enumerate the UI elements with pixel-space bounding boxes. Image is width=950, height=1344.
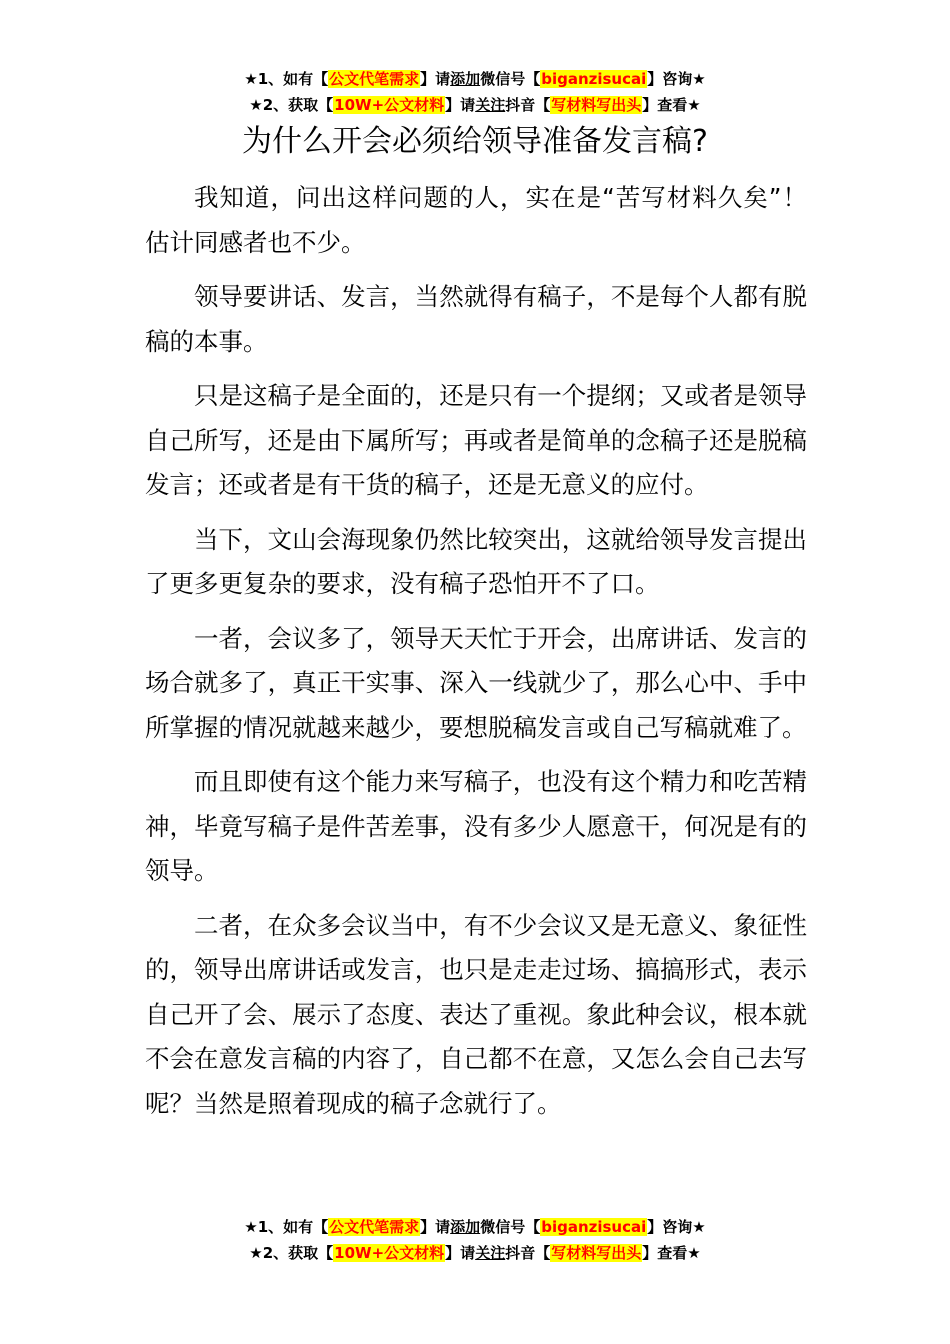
highlight-service: 公文代笔需求 — [329, 1218, 420, 1236]
paragraph: 而且即使有这个能力来写稿子，也没有这个精力和吃苦精神，毕竟写稿子是件苦差事，没有多少人愿意干，何况是有的领导。 — [145, 767, 807, 885]
highlight-douyin-account: 写材料写出头 — [551, 96, 642, 114]
star-icon: ★ — [687, 1244, 701, 1262]
star-icon: ★ — [249, 96, 263, 114]
document-body — [145, 176, 807, 1136]
banner-line-2 — [0, 92, 950, 118]
banner-text: 】咨询 — [647, 1218, 693, 1236]
banner-text: 】查看 — [642, 1244, 688, 1262]
banner-text: 1、如有【 — [257, 70, 329, 88]
document-title: 为什么开会必须给领导准备发言稿? — [242, 124, 708, 159]
paragraph: 一者，会议多了，领导天天忙于开会，出席讲话、发言的场合就多了，真正干实事、深入一线就少了，那么心中、手中所掌握的情况就越来越少，要想脱稿发言或自己写稿就难了。 — [145, 623, 807, 742]
banner-text: 】请 — [420, 70, 451, 88]
banner-text: 微信号【 — [480, 1218, 541, 1236]
banner-text: 1、如有【 — [257, 1218, 329, 1236]
footer-banner — [0, 1214, 950, 1266]
banner-text: 】请 — [420, 1218, 451, 1236]
banner-text: 微信号【 — [480, 70, 541, 88]
banner-text: 抖音【 — [505, 96, 551, 114]
highlight-douyin-account: 写材料写出头 — [551, 1244, 642, 1262]
paragraph: 二者，在众多会议当中，有不少会议又是无意义、象征性的，领导出席讲话或发言，也只是走走过场、搞搞形式，表示自己开了会、展示了态度、表达了重视。象此种会议，根本就不会在意发言稿的内容了，自己都不在意，又怎么会自己去写呢？当然是照着现成的稿子念就行了。 — [145, 910, 807, 1118]
underlined-text: 关注 — [475, 1244, 506, 1262]
underlined-text: 添加 — [450, 70, 481, 88]
banner-text: 】请 — [445, 96, 476, 114]
header-banner — [0, 66, 950, 118]
underlined-text: 添加 — [450, 1218, 481, 1236]
paragraph: 只是这稿子是全面的，还是只有一个提纲；又或者是领导自己所写，还是由下属所写；再或者是简单的念稿子还是脱稿发言；还或者是有干货的稿子，还是无意义的应付。 — [145, 381, 807, 499]
banner-text: 2、获取【 — [262, 1244, 334, 1262]
banner-text: 抖音【 — [505, 1244, 551, 1262]
paragraph: 当下，文山会海现象仍然比较突出，这就给领导发言提出了更多更复杂的要求，没有稿子恐怕开不了口。 — [145, 524, 807, 598]
highlight-service: 公文代笔需求 — [329, 70, 420, 88]
star-icon: ★ — [244, 70, 258, 88]
star-icon: ★ — [692, 70, 706, 88]
banner-text: 】查看 — [642, 96, 688, 114]
banner-line-2 — [0, 1240, 950, 1266]
star-icon: ★ — [687, 96, 701, 114]
highlight-materials: 10W+公文材料 — [334, 1244, 445, 1262]
star-icon: ★ — [249, 1244, 263, 1262]
paragraph: 领导要讲话、发言，当然就得有稿子，不是每个人都有脱稿的本事。 — [145, 282, 807, 356]
paragraph: 我知道，问出这样问题的人，实在是“苦写材料久矣”！估计同感者也不少。 — [145, 183, 807, 257]
highlight-materials: 10W+公文材料 — [334, 96, 445, 114]
banner-text: 2、获取【 — [262, 96, 334, 114]
star-icon: ★ — [692, 1218, 706, 1236]
banner-text: 】请 — [445, 1244, 476, 1262]
banner-line-1 — [0, 1214, 950, 1240]
banner-text: 】咨询 — [647, 70, 693, 88]
underlined-text: 关注 — [475, 96, 506, 114]
highlight-wechat-id: biganzisucai — [541, 70, 647, 88]
banner-line-1 — [0, 66, 950, 92]
highlight-wechat-id: biganzisucai — [541, 1218, 647, 1236]
star-icon: ★ — [244, 1218, 258, 1236]
